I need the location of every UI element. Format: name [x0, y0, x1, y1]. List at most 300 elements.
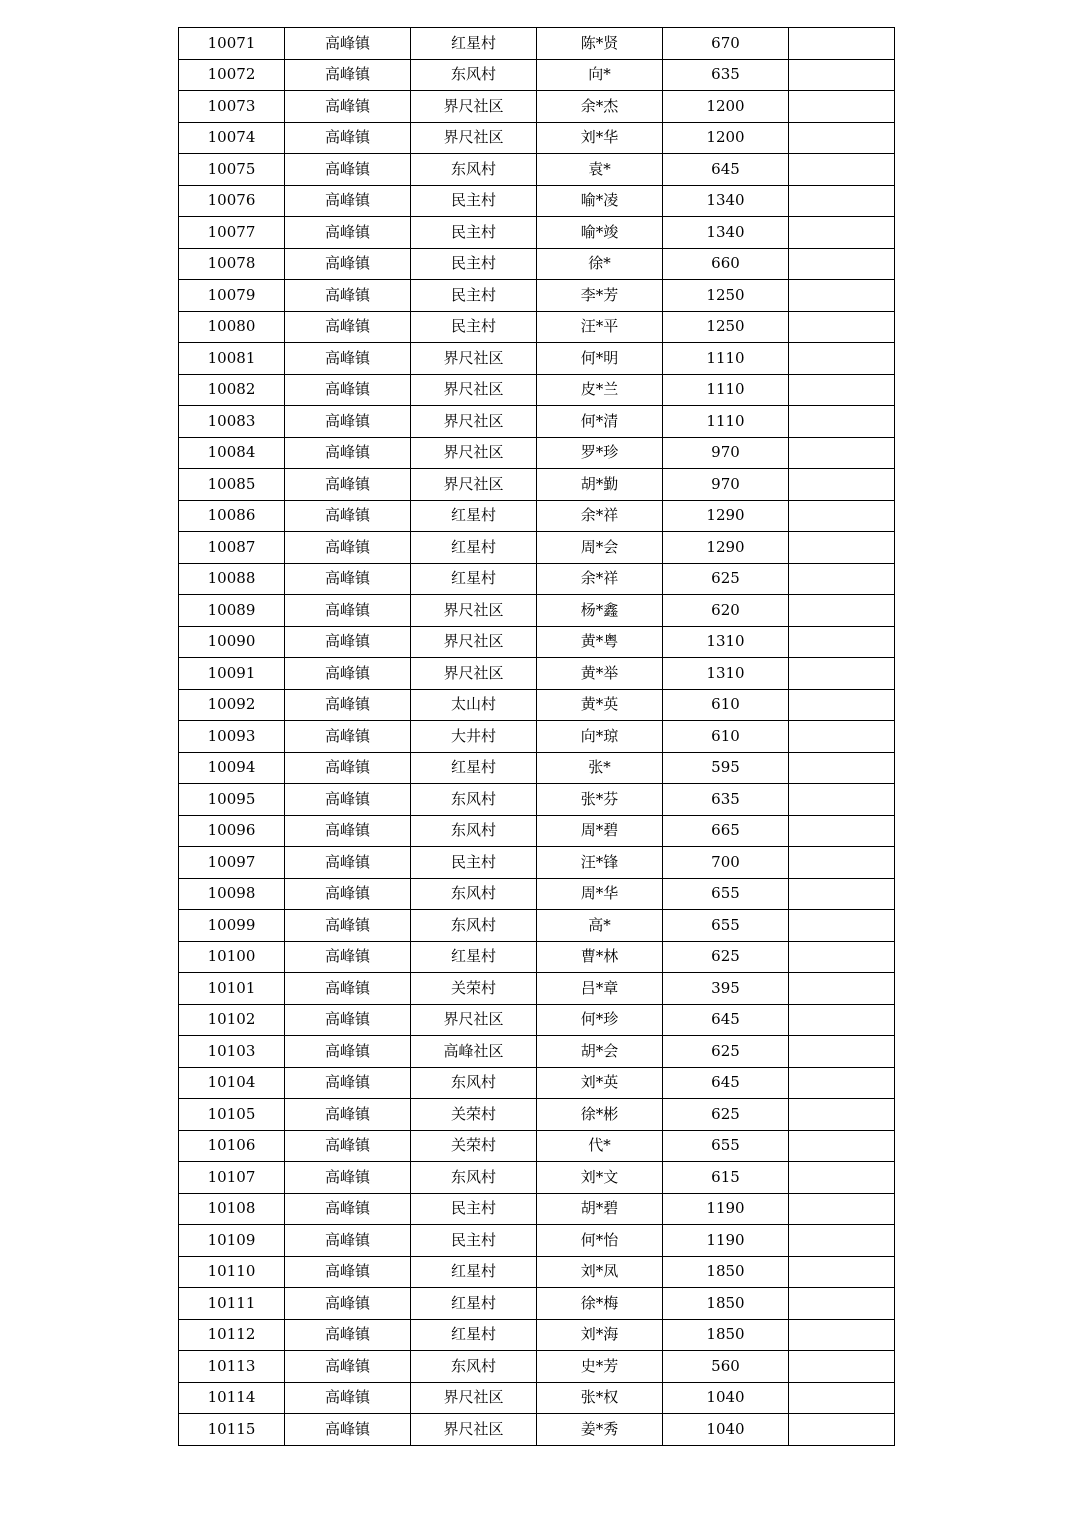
record-id-cell: 10105: [179, 1099, 285, 1131]
table-row: [179, 1414, 895, 1446]
note-cell: [789, 847, 895, 879]
town-cell: 高峰镇: [285, 626, 411, 658]
record-id-cell: 10114: [179, 1382, 285, 1414]
table-row: [179, 532, 895, 564]
table-row: [179, 28, 895, 60]
table-row: [179, 1351, 895, 1383]
note-cell: [789, 1256, 895, 1288]
record-id-cell: 10108: [179, 1193, 285, 1225]
amount-cell: 1200: [663, 91, 789, 123]
village-cell: 界尺社区: [411, 122, 537, 154]
record-id-cell: 10085: [179, 469, 285, 501]
name-cell: 胡*勤: [537, 469, 663, 501]
note-cell: [789, 91, 895, 123]
record-id-cell: 10099: [179, 910, 285, 942]
village-cell: 红星村: [411, 1288, 537, 1320]
table-row: [179, 1256, 895, 1288]
village-cell: 太山村: [411, 689, 537, 721]
name-cell: 何*珍: [537, 1004, 663, 1036]
note-cell: [789, 154, 895, 186]
table-row: [179, 311, 895, 343]
amount-cell: 655: [663, 878, 789, 910]
note-cell: [789, 500, 895, 532]
town-cell: 高峰镇: [285, 28, 411, 60]
name-cell: 余*祥: [537, 563, 663, 595]
town-cell: 高峰镇: [285, 185, 411, 217]
town-cell: 高峰镇: [285, 563, 411, 595]
record-id-cell: 10095: [179, 784, 285, 816]
amount-cell: 660: [663, 248, 789, 280]
name-cell: 何*明: [537, 343, 663, 375]
amount-cell: 610: [663, 689, 789, 721]
name-cell: 吕*章: [537, 973, 663, 1005]
note-cell: [789, 248, 895, 280]
record-id-cell: 10094: [179, 752, 285, 784]
note-cell: [789, 1099, 895, 1131]
amount-cell: 1290: [663, 532, 789, 564]
note-cell: [789, 721, 895, 753]
amount-cell: 665: [663, 815, 789, 847]
note-cell: [789, 626, 895, 658]
table-row: [179, 721, 895, 753]
table-row: [179, 563, 895, 595]
table-row: [179, 59, 895, 91]
village-cell: 界尺社区: [411, 374, 537, 406]
amount-cell: 1310: [663, 626, 789, 658]
village-cell: 民主村: [411, 185, 537, 217]
record-id-cell: 10080: [179, 311, 285, 343]
amount-cell: 560: [663, 1351, 789, 1383]
name-cell: 徐*梅: [537, 1288, 663, 1320]
table-row: [179, 1288, 895, 1320]
note-cell: [789, 59, 895, 91]
name-cell: 向*: [537, 59, 663, 91]
town-cell: 高峰镇: [285, 311, 411, 343]
name-cell: 周*华: [537, 878, 663, 910]
table-row: [179, 1319, 895, 1351]
town-cell: 高峰镇: [285, 1130, 411, 1162]
village-cell: 关荣村: [411, 1099, 537, 1131]
note-cell: [789, 815, 895, 847]
town-cell: 高峰镇: [285, 1162, 411, 1194]
amount-cell: 395: [663, 973, 789, 1005]
town-cell: 高峰镇: [285, 910, 411, 942]
record-id-cell: 10111: [179, 1288, 285, 1320]
town-cell: 高峰镇: [285, 847, 411, 879]
note-cell: [789, 469, 895, 501]
village-cell: 红星村: [411, 752, 537, 784]
note-cell: [789, 280, 895, 312]
amount-cell: 655: [663, 1130, 789, 1162]
table-row: [179, 784, 895, 816]
village-cell: 东风村: [411, 1162, 537, 1194]
note-cell: [789, 752, 895, 784]
amount-cell: 1200: [663, 122, 789, 154]
note-cell: [789, 784, 895, 816]
record-id-cell: 10088: [179, 563, 285, 595]
amount-cell: 620: [663, 595, 789, 627]
town-cell: 高峰镇: [285, 59, 411, 91]
name-cell: 何*清: [537, 406, 663, 438]
town-cell: 高峰镇: [285, 532, 411, 564]
amount-cell: 1190: [663, 1193, 789, 1225]
name-cell: 曹*林: [537, 941, 663, 973]
town-cell: 高峰镇: [285, 1004, 411, 1036]
record-id-cell: 10096: [179, 815, 285, 847]
record-id-cell: 10077: [179, 217, 285, 249]
name-cell: 黄*英: [537, 689, 663, 721]
name-cell: 刘*凤: [537, 1256, 663, 1288]
table-body: [179, 28, 895, 1446]
table-row: [179, 847, 895, 879]
record-id-cell: 10098: [179, 878, 285, 910]
town-cell: 高峰镇: [285, 1351, 411, 1383]
name-cell: 陈*贤: [537, 28, 663, 60]
table-row: [179, 815, 895, 847]
note-cell: [789, 689, 895, 721]
record-id-cell: 10093: [179, 721, 285, 753]
record-id-cell: 10104: [179, 1067, 285, 1099]
record-id-cell: 10089: [179, 595, 285, 627]
table-row: [179, 595, 895, 627]
town-cell: 高峰镇: [285, 595, 411, 627]
amount-cell: 1250: [663, 280, 789, 312]
town-cell: 高峰镇: [285, 1414, 411, 1446]
village-cell: 界尺社区: [411, 1414, 537, 1446]
note-cell: [789, 910, 895, 942]
note-cell: [789, 1319, 895, 1351]
village-cell: 红星村: [411, 1256, 537, 1288]
name-cell: 黄*举: [537, 658, 663, 690]
amount-cell: 970: [663, 437, 789, 469]
name-cell: 袁*: [537, 154, 663, 186]
village-cell: 红星村: [411, 941, 537, 973]
record-id-cell: 10074: [179, 122, 285, 154]
name-cell: 杨*鑫: [537, 595, 663, 627]
name-cell: 胡*会: [537, 1036, 663, 1068]
town-cell: 高峰镇: [285, 1319, 411, 1351]
town-cell: 高峰镇: [285, 154, 411, 186]
village-cell: 东风村: [411, 154, 537, 186]
village-cell: 东风村: [411, 784, 537, 816]
table-row: [179, 185, 895, 217]
village-cell: 界尺社区: [411, 595, 537, 627]
table-row: [179, 374, 895, 406]
town-cell: 高峰镇: [285, 122, 411, 154]
amount-cell: 625: [663, 1036, 789, 1068]
town-cell: 高峰镇: [285, 437, 411, 469]
village-cell: 红星村: [411, 28, 537, 60]
village-cell: 民主村: [411, 217, 537, 249]
table-row: [179, 689, 895, 721]
table-row: [179, 1162, 895, 1194]
name-cell: 张*权: [537, 1382, 663, 1414]
table-row: [179, 91, 895, 123]
village-cell: 界尺社区: [411, 1004, 537, 1036]
amount-cell: 615: [663, 1162, 789, 1194]
village-cell: 高峰社区: [411, 1036, 537, 1068]
note-cell: [789, 941, 895, 973]
note-cell: [789, 595, 895, 627]
town-cell: 高峰镇: [285, 406, 411, 438]
record-id-cell: 10076: [179, 185, 285, 217]
note-cell: [789, 1067, 895, 1099]
amount-cell: 1040: [663, 1382, 789, 1414]
amount-cell: 625: [663, 563, 789, 595]
village-cell: 民主村: [411, 311, 537, 343]
town-cell: 高峰镇: [285, 973, 411, 1005]
town-cell: 高峰镇: [285, 343, 411, 375]
village-cell: 界尺社区: [411, 469, 537, 501]
amount-cell: 1250: [663, 311, 789, 343]
record-id-cell: 10100: [179, 941, 285, 973]
town-cell: 高峰镇: [285, 217, 411, 249]
amount-cell: 700: [663, 847, 789, 879]
note-cell: [789, 878, 895, 910]
record-table: [178, 27, 895, 1446]
name-cell: 代*: [537, 1130, 663, 1162]
record-id-cell: 10113: [179, 1351, 285, 1383]
name-cell: 周*碧: [537, 815, 663, 847]
note-cell: [789, 1414, 895, 1446]
town-cell: 高峰镇: [285, 1382, 411, 1414]
amount-cell: 1340: [663, 185, 789, 217]
record-id-cell: 10102: [179, 1004, 285, 1036]
table-row: [179, 973, 895, 1005]
town-cell: 高峰镇: [285, 1256, 411, 1288]
name-cell: 喻*竣: [537, 217, 663, 249]
name-cell: 刘*英: [537, 1067, 663, 1099]
town-cell: 高峰镇: [285, 658, 411, 690]
name-cell: 徐*: [537, 248, 663, 280]
note-cell: [789, 343, 895, 375]
amount-cell: 635: [663, 784, 789, 816]
record-id-cell: 10081: [179, 343, 285, 375]
record-id-cell: 10097: [179, 847, 285, 879]
town-cell: 高峰镇: [285, 1225, 411, 1257]
record-id-cell: 10101: [179, 973, 285, 1005]
town-cell: 高峰镇: [285, 469, 411, 501]
amount-cell: 645: [663, 1004, 789, 1036]
amount-cell: 1290: [663, 500, 789, 532]
record-id-cell: 10073: [179, 91, 285, 123]
table-row: [179, 217, 895, 249]
amount-cell: 610: [663, 721, 789, 753]
name-cell: 罗*珍: [537, 437, 663, 469]
village-cell: 东风村: [411, 815, 537, 847]
village-cell: 民主村: [411, 1193, 537, 1225]
name-cell: 刘*文: [537, 1162, 663, 1194]
name-cell: 向*琼: [537, 721, 663, 753]
amount-cell: 1310: [663, 658, 789, 690]
town-cell: 高峰镇: [285, 1288, 411, 1320]
name-cell: 史*芳: [537, 1351, 663, 1383]
note-cell: [789, 532, 895, 564]
note-cell: [789, 1004, 895, 1036]
name-cell: 徐*彬: [537, 1099, 663, 1131]
record-id-cell: 10112: [179, 1319, 285, 1351]
amount-cell: 1850: [663, 1256, 789, 1288]
amount-cell: 1190: [663, 1225, 789, 1257]
record-id-cell: 10075: [179, 154, 285, 186]
town-cell: 高峰镇: [285, 91, 411, 123]
village-cell: 红星村: [411, 563, 537, 595]
town-cell: 高峰镇: [285, 721, 411, 753]
village-cell: 红星村: [411, 532, 537, 564]
note-cell: [789, 1225, 895, 1257]
town-cell: 高峰镇: [285, 374, 411, 406]
table-row: [179, 1193, 895, 1225]
note-cell: [789, 1288, 895, 1320]
amount-cell: 1110: [663, 406, 789, 438]
record-id-cell: 10083: [179, 406, 285, 438]
village-cell: 界尺社区: [411, 626, 537, 658]
table-row: [179, 437, 895, 469]
village-cell: 界尺社区: [411, 406, 537, 438]
note-cell: [789, 311, 895, 343]
note-cell: [789, 658, 895, 690]
village-cell: 大井村: [411, 721, 537, 753]
note-cell: [789, 217, 895, 249]
name-cell: 张*芬: [537, 784, 663, 816]
amount-cell: 645: [663, 154, 789, 186]
name-cell: 张*: [537, 752, 663, 784]
note-cell: [789, 1162, 895, 1194]
amount-cell: 655: [663, 910, 789, 942]
town-cell: 高峰镇: [285, 1193, 411, 1225]
table-row: [179, 1130, 895, 1162]
name-cell: 余*杰: [537, 91, 663, 123]
village-cell: 红星村: [411, 500, 537, 532]
note-cell: [789, 1193, 895, 1225]
table-row: [179, 878, 895, 910]
name-cell: 皮*兰: [537, 374, 663, 406]
amount-cell: 625: [663, 1099, 789, 1131]
name-cell: 周*会: [537, 532, 663, 564]
note-cell: [789, 437, 895, 469]
record-id-cell: 10091: [179, 658, 285, 690]
note-cell: [789, 1036, 895, 1068]
record-id-cell: 10106: [179, 1130, 285, 1162]
name-cell: 胡*碧: [537, 1193, 663, 1225]
town-cell: 高峰镇: [285, 784, 411, 816]
village-cell: 界尺社区: [411, 91, 537, 123]
village-cell: 界尺社区: [411, 658, 537, 690]
amount-cell: 1110: [663, 374, 789, 406]
village-cell: 界尺社区: [411, 1382, 537, 1414]
note-cell: [789, 185, 895, 217]
amount-cell: 1850: [663, 1288, 789, 1320]
table-row: [179, 248, 895, 280]
name-cell: 黄*粤: [537, 626, 663, 658]
village-cell: 民主村: [411, 280, 537, 312]
village-cell: 民主村: [411, 248, 537, 280]
amount-cell: 595: [663, 752, 789, 784]
note-cell: [789, 28, 895, 60]
town-cell: 高峰镇: [285, 500, 411, 532]
table-row: [179, 1036, 895, 1068]
amount-cell: 1040: [663, 1414, 789, 1446]
record-id-cell: 10078: [179, 248, 285, 280]
town-cell: 高峰镇: [285, 1036, 411, 1068]
amount-cell: 625: [663, 941, 789, 973]
table-row: [179, 1067, 895, 1099]
table-row: [179, 469, 895, 501]
note-cell: [789, 1382, 895, 1414]
name-cell: 高*: [537, 910, 663, 942]
amount-cell: 670: [663, 28, 789, 60]
name-cell: 刘*海: [537, 1319, 663, 1351]
record-id-cell: 10082: [179, 374, 285, 406]
name-cell: 何*怡: [537, 1225, 663, 1257]
record-id-cell: 10107: [179, 1162, 285, 1194]
name-cell: 汪*平: [537, 311, 663, 343]
name-cell: 李*芳: [537, 280, 663, 312]
record-id-cell: 10071: [179, 28, 285, 60]
amount-cell: 1340: [663, 217, 789, 249]
note-cell: [789, 374, 895, 406]
note-cell: [789, 973, 895, 1005]
note-cell: [789, 122, 895, 154]
table-row: [179, 752, 895, 784]
note-cell: [789, 1351, 895, 1383]
table-row: [179, 154, 895, 186]
table-row: [179, 1099, 895, 1131]
table-row: [179, 500, 895, 532]
village-cell: 东风村: [411, 59, 537, 91]
record-id-cell: 10084: [179, 437, 285, 469]
village-cell: 民主村: [411, 1225, 537, 1257]
table-row: [179, 343, 895, 375]
table-row: [179, 1382, 895, 1414]
amount-cell: 1110: [663, 343, 789, 375]
town-cell: 高峰镇: [285, 280, 411, 312]
name-cell: 姜*秀: [537, 1414, 663, 1446]
record-id-cell: 10086: [179, 500, 285, 532]
record-id-cell: 10109: [179, 1225, 285, 1257]
amount-cell: 645: [663, 1067, 789, 1099]
town-cell: 高峰镇: [285, 1099, 411, 1131]
record-id-cell: 10087: [179, 532, 285, 564]
town-cell: 高峰镇: [285, 689, 411, 721]
village-cell: 界尺社区: [411, 437, 537, 469]
town-cell: 高峰镇: [285, 1067, 411, 1099]
record-id-cell: 10103: [179, 1036, 285, 1068]
record-id-cell: 10092: [179, 689, 285, 721]
village-cell: 东风村: [411, 878, 537, 910]
record-id-cell: 10090: [179, 626, 285, 658]
name-cell: 汪*锋: [537, 847, 663, 879]
town-cell: 高峰镇: [285, 941, 411, 973]
table-row: [179, 910, 895, 942]
amount-cell: 970: [663, 469, 789, 501]
record-id-cell: 10115: [179, 1414, 285, 1446]
table-row: [179, 941, 895, 973]
table-row: [179, 1225, 895, 1257]
record-id-cell: 10072: [179, 59, 285, 91]
table-row: [179, 1004, 895, 1036]
town-cell: 高峰镇: [285, 878, 411, 910]
table-row: [179, 406, 895, 438]
amount-cell: 1850: [663, 1319, 789, 1351]
note-cell: [789, 563, 895, 595]
village-cell: 东风村: [411, 1351, 537, 1383]
name-cell: 余*祥: [537, 500, 663, 532]
name-cell: 刘*华: [537, 122, 663, 154]
table-row: [179, 122, 895, 154]
name-cell: 喻*凌: [537, 185, 663, 217]
village-cell: 红星村: [411, 1319, 537, 1351]
